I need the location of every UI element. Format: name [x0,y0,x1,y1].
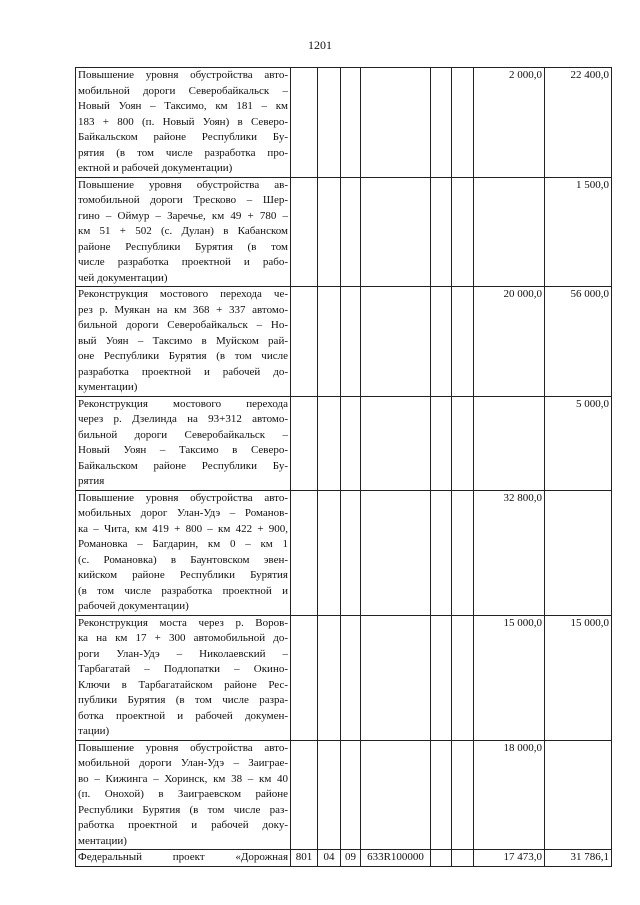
target-article-cell [361,396,431,490]
amount-year-1-cell: 18 000,0 [474,740,545,850]
description-line: ектной и рабочей документации) [78,162,233,174]
amount-year-1-cell: 20 000,0 [474,287,545,397]
description-line: чей документации) [78,271,168,284]
description-line: гино – Оймур – Заречье, км 49 + 780 – [78,209,288,222]
description-line: роги Улан-Удэ – Николаевский – [78,647,288,660]
description-line: Романовка – Багдарин, км 0 – км 1 [78,538,288,550]
description-cell [76,177,291,287]
amount-year-2-cell: 31 786,1 [545,850,612,867]
expense-type-cell [431,177,452,287]
description-line: рез р. Муякан на км 368 + 337 автомо- [78,303,288,316]
description-line: Повышение уровня обустройства авто- [78,741,288,754]
amount-year-1-cell: 17 473,0 [474,850,545,867]
target-article-cell [361,615,431,740]
description-line: Новый Уоян – Таксимо, км 181 – км [78,100,288,112]
subsection-code-cell [341,740,361,850]
table-row [76,740,612,850]
description-line: (с. Романовка) в Баунтовском эвен- [78,553,288,566]
description-line: (в том числе разработка проектной и [78,584,288,597]
target-article-cell [361,490,431,615]
amount-year-1-cell: 32 800,0 [474,490,545,615]
description-line: во – Кижинга – Хоринск, км 38 – км 40 [78,772,288,785]
page-number: 1201 [308,38,332,52]
spacer-cell [452,177,474,287]
amount-year-2-cell [545,740,612,850]
description-line: Байкальском районе Республики Бу- [78,131,288,143]
description-line: Ключи в Тарбагатайском районе Рес- [78,678,288,691]
amount-year-2-cell: 5 000,0 [545,396,612,490]
amount-year-1-cell [474,177,545,287]
section-code-cell [318,740,341,850]
expense-type-cell [431,396,452,490]
ministry-code-cell [291,68,318,178]
description-cell [76,68,291,178]
description-line: мобильной дороги Северобайкальск – [78,84,288,97]
amount-year-1-cell [474,396,545,490]
subsection-code-cell [341,287,361,397]
section-code-cell [318,68,341,178]
description-line: разработка проектной и рабочей до- [78,365,288,378]
ministry-code-cell [291,287,318,397]
description-line: рабочей документации) [78,600,189,612]
subsection-code-cell [341,396,361,490]
expense-type-cell [431,68,452,178]
description-line: Повышение уровня обустройства авто- [78,491,288,504]
description-line: (п. Онохой) в Заиграевском районе [78,788,288,800]
table-row [76,177,612,287]
section-code-cell [318,396,341,490]
subsection-code-cell [341,615,361,740]
amount-year-2-cell: 56 000,0 [545,287,612,397]
description-line: работка проектной и рабочей доку- [78,819,288,831]
description-line: кументации) [78,381,138,393]
amount-year-2-cell [545,490,612,615]
description-line: ка – Чита, км 419 + 800 – км 422 + 900, [78,522,288,535]
amount-year-1-cell: 2 000,0 [474,68,545,178]
expense-type-cell [431,490,452,615]
description-line: бильной дороги Северобайкальск – [78,428,288,441]
spacer-cell [452,287,474,397]
description-line: ментации) [78,834,127,847]
description-line: томобильной дороги Тресково – Шер- [78,194,288,206]
table-row [76,850,612,867]
description-line: ботка проектной и рабочей докумен- [78,709,288,722]
description-line: Республики Бурятия (в том числе раз- [78,803,288,816]
description-line: Повышение уровня обустройства ав- [78,178,288,191]
ministry-code-cell [291,615,318,740]
spacer-cell [452,490,474,615]
expense-type-cell [431,850,452,867]
description-line: тации) [78,725,110,737]
ministry-code-cell [291,177,318,287]
description-line: Реконструкция моста через р. Воров- [78,616,288,629]
description-line: мобильных дорог Улан-Удэ – Романов- [78,507,288,519]
description-line: мобильной дороги Улан-Удэ – Заиграе- [78,757,288,769]
description-line: км 51 + 502 (с. Дулан) в Кабанском [78,225,288,237]
expense-type-cell [431,740,452,850]
table-row [76,68,612,178]
target-article-cell [361,68,431,178]
ministry-code-cell [291,490,318,615]
target-article-cell [361,287,431,397]
amount-year-2-cell: 1 500,0 [545,177,612,287]
description-line: районе Республики Бурятия (в том [78,240,288,253]
spacer-cell [452,850,474,867]
description-line: кийском районе Республики Бурятия [78,569,288,581]
description-line: через р. Дзелинда на 93+312 автомо- [78,413,288,425]
description-cell [76,287,291,397]
section-code-cell [318,177,341,287]
ministry-code-cell [291,396,318,490]
description-line: ка на км 17 + 300 автомобильной до- [78,632,288,644]
section-code-cell: 04 [318,850,341,867]
budget-table-body [76,68,612,867]
amount-year-1-cell: 15 000,0 [474,615,545,740]
section-code-cell [318,287,341,397]
description-cell [76,615,291,740]
table-row [76,287,612,397]
ministry-code-cell [291,740,318,850]
subsection-code-cell: 09 [341,850,361,867]
target-article-cell: 633R100000 [361,850,431,867]
description-line: числе разработка проектной и рабо- [78,256,288,268]
description-line: рятия [78,475,105,487]
description-line: Повышение уровня обустройства авто- [78,69,288,81]
subsection-code-cell [341,68,361,178]
description-line: публики Бурятия (в том числе разра- [78,694,288,706]
description-line: оне Республики Бурятия (в том числе [78,350,288,362]
table-row [76,615,612,740]
description-cell [76,490,291,615]
table-row [76,490,612,615]
section-code-cell [318,615,341,740]
target-article-cell [361,177,431,287]
description-cell [76,396,291,490]
description-line: рятия (в том числе разработка про- [78,146,288,159]
description-line: Новый Уоян – Таксимо в Северо- [78,444,288,456]
subsection-code-cell [341,490,361,615]
spacer-cell [452,68,474,178]
description-line: вый Уоян – Таксимо в Муйском рай- [78,334,288,347]
amount-year-2-cell: 22 400,0 [545,68,612,178]
expense-type-cell [431,287,452,397]
description-cell [76,850,291,867]
ministry-code-cell: 801 [291,850,318,867]
subsection-code-cell [341,177,361,287]
description-line: бильной дороги Северобайкальск – Но- [78,319,288,331]
description-line: Тарбагатай – Подлопатки – Окино- [78,663,288,675]
spacer-cell [452,615,474,740]
expense-type-cell [431,615,452,740]
amount-year-2-cell: 15 000,0 [545,615,612,740]
table-row [76,396,612,490]
description-line: Реконструкция мостового перехода че- [78,288,288,300]
description-line: Реконструкция мостового перехода [78,397,288,410]
description-line: 183 + 800 (п. Новый Уоян) в Северо- [78,115,288,128]
section-code-cell [318,490,341,615]
description-line: Федеральный проект «Дорожная [78,851,288,863]
target-article-cell [361,740,431,850]
description-cell [76,740,291,850]
description-line: Байкальском районе Республики Бу- [78,459,288,472]
budget-table [75,67,612,867]
spacer-cell [452,396,474,490]
spacer-cell [452,740,474,850]
